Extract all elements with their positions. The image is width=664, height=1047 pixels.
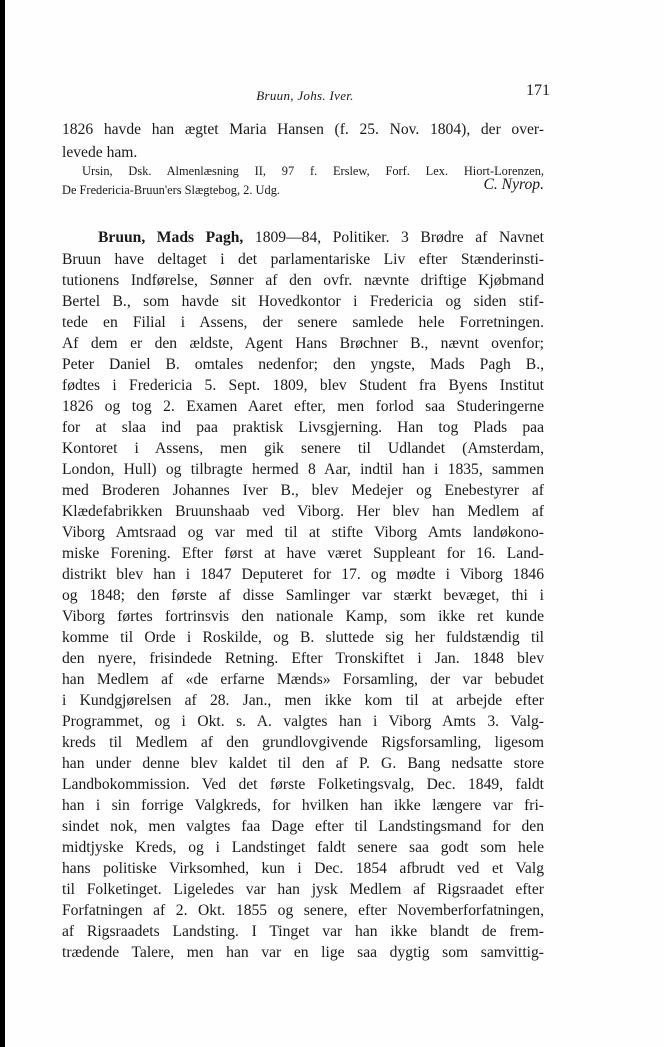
text-line: komme til Orde i Roskilde, og B. sluttede sig her fuldstændig til <box>62 629 544 646</box>
running-title: Bruun, Johs. Iver. <box>256 88 354 103</box>
author-signature: C. Nyrop. <box>483 176 544 193</box>
text-line: til Folketinget. Ligeledes var han jysk Medlem af Rigsraadet efter <box>62 881 544 898</box>
text-line: Forfatningen af 2. Okt. 1855 og senere, efter Novemberforfatningen, <box>62 902 544 919</box>
page-edge-shadow <box>0 0 5 1047</box>
text-line: han i sin forrige Valgkreds, for hvilken han ikke længere var fri- <box>62 797 544 814</box>
text-line: og 1848; den første af disse Samlinger var stærkt bevæget, thi i <box>62 587 544 604</box>
text-line: kreds til Medlem af den grundlovgivende Rigsforsamling, ligesom <box>62 734 544 751</box>
text-line: trædende Talere, men han var en lige saa dygtig som samvittig- <box>62 944 544 961</box>
entry-headword: Bruun, Mads Pagh, <box>98 229 244 246</box>
text-line: Af dem er den ældste, Agent Hans Brøchner B., nævnt ovenfor; <box>62 335 544 352</box>
text-line: London, Hull) og tilbragte hermed 8 Aar, indtil han i 1835, sammen <box>62 461 544 478</box>
text-line: fødtes i Fredericia 5. Sept. 1809, blev Student fra Byens Institut <box>62 377 544 394</box>
text-line: Viborg førtes fortrinsvis den nationale Kamp, som ikke ret kunde <box>62 608 544 625</box>
sources-note: Ursin, Dsk. Almenlæsning II, 97 f. Erslew, Forf. Lex. Hiort-Lorenzen, <box>82 164 544 178</box>
text-line: tutionens Indførelse, Sønner af den ovfr. nævnte driftige Kjøbmand <box>62 272 544 289</box>
text-line: den nyere, frisindede Retning. Efter Tronskiftet i Jan. 1848 blev <box>62 650 544 667</box>
text-line: 1826 havde han ægtet Maria Hansen (f. 25. Nov. 1804), der over- <box>62 121 544 138</box>
sources-note: De Fredericia-Bruun'ers Slægtebog, 2. Udg. <box>62 183 280 197</box>
text-line: miske Forening. Efter først at have været Suppleant for 16. Land- <box>62 545 544 562</box>
text-line: Programmet, og i Okt. s. A. valgtes han i Viborg Amts 3. Valg- <box>62 713 544 730</box>
text-line: sindet nok, men valgtes faa Dage efter til Landstingsmand for den <box>62 818 544 835</box>
text-line: midtjyske Kreds, og i Landstinget faldt senere saa godt som hele <box>62 839 544 856</box>
entry-first-line-rest: 1809—84, Politiker. 3 Brødre af Navnet <box>243 229 545 246</box>
page-header <box>60 82 550 106</box>
text-line: hans politiske Virksomhed, kun i Dec. 1854 afbrudt ved et Valg <box>62 860 544 877</box>
text-line: Kontoret i Assens, men gik senere til Udlandet (Amsterdam, <box>62 440 544 457</box>
text-line: Landbokommission. Ved det første Folketingsvalg, Dec. 1849, faldt <box>62 776 544 793</box>
text-line: Klædefabrikken Bruunshaab ved Viborg. Her blev han Medlem af <box>62 503 544 520</box>
page-number: 171 <box>526 82 550 99</box>
text-line: han Medlem af «de erfarne Mænds» Forsamling, der var bebudet <box>62 671 544 688</box>
text-line: af Rigsraadets Landsting. I Tinget var han ikke blandt de frem- <box>62 923 544 940</box>
text-line: Bruun have deltaget i det parlamentariske Liv efter Stænderinsti- <box>62 251 544 268</box>
text-line: tede en Filial i Assens, der senere samlede hele Forretningen. <box>62 314 544 331</box>
text-line: levede ham. <box>62 144 138 161</box>
text-line: i Kundgjørelsen af 28. Jan., men ikke kom til at arbejde efter <box>62 692 544 709</box>
text-line: Bertel B., som havde sit Hovedkontor i Fredericia og siden stif- <box>62 293 544 310</box>
text-line: Peter Daniel B. omtales nedenfor; den yngste, Mads Pagh B., <box>62 356 544 373</box>
text-line: 1826 og tog 2. Examen Aaret efter, men forlod saa Studeringerne <box>62 398 544 415</box>
entry-first-line <box>98 228 544 248</box>
text-line: med Broderen Johannes Iver B., blev Medejer og Enebestyrer af <box>62 482 544 499</box>
text-line: Viborg Amtsraad og var med til at stifte Viborg Amts landøkono- <box>62 524 544 541</box>
text-line: distrikt blev han i 1847 Deputeret for 17. og mødte i Viborg 1846 <box>62 566 544 583</box>
text-line: han under denne blev kaldet til den af P. G. Bang nedsatte store <box>62 755 544 772</box>
text-line: for at slaa ind paa praktisk Livsgjerning. Han tog Plads paa <box>62 419 544 436</box>
